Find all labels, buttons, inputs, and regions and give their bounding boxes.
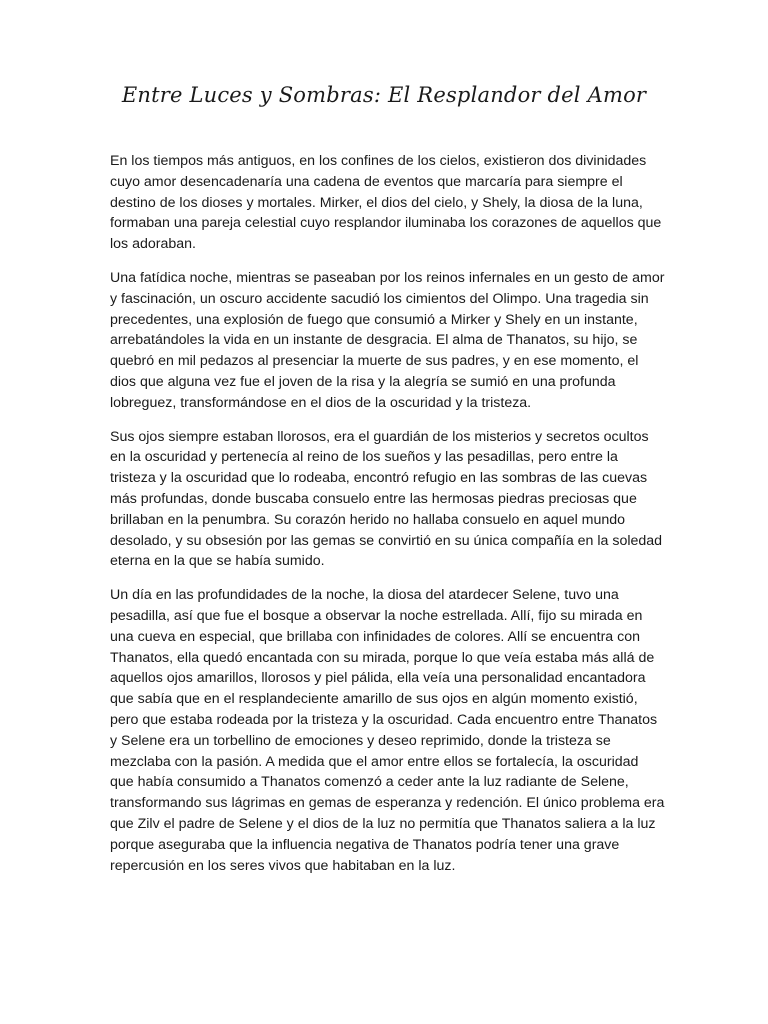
paragraph-2: Una fatídica noche, mientras se paseaban por los reinos infernales en un gesto de amor y fascinación, un oscuro accidente sacudió los cimientos del Olimpo. Una tragedia sin precedentes, una explosión de fuego que consumió a Mirker y Shely en un instante, arrebatándoles la vida en un instante de desgracia. El alma de Thanatos, su hijo, se quebró en mil pedazos al presenciar la muerte de sus padres, y en ese momento, el dios que alguna vez fue el joven de la risa y la alegría se sumió en una profunda lobreguez, transformándose en el dios de la oscuridad y la tristeza. bbox=[110, 269, 665, 411]
paragraph-1: En los tiempos más antiguos, en los confines de los cielos, existieron dos divinidades cuyo amor desencadenaría una cadena de eventos que marcaría para siempre el destino de los dioses y mortales. Mirker, el dios del cielo, y Shely, la diosa de la luna, formaban una pareja celestial cuyo resplandor iluminaba los corazones de aquellos que los adoraban. bbox=[110, 153, 662, 253]
paragraph-4: Un día en las profundidades de la noche, la diosa del atardecer Selene, tuvo una pesadilla, así que fue el bosque a observar la noche estrellada. Allí, fijo su mirada en una cueva en especial, que brillaba con infinidades de colores. Allí se encuentra con Thanatos, ella quedó encantada con su mirada, porque lo que veía estaba más allá de aquellos ojos amarillos, llorosos y piel pálida, ella veía una personalidad encantadora que sabía que en el resplandeciente amarillo de sus ojos en algún momento existió, pero que estaba rodeada por la tristeza y la oscuridad. Cada encuentro entre Thanatos y Selene era un torbellino de emociones y deseo reprimido, donde la tristeza se mezclaba con la pasión. A medida que el amor entre ellos se fortalecía, la oscuridad que había consumido a Thanatos comenzó a ceder ante la luz radiante de Selene, transformando sus lágrimas en gemas de esperanza y redención. El único problema era que Zilv el padre de Selene y el dios de la luz no permitía que Thanatos saliera a la luz porque aseguraba que la influencia negativa de Thanatos podría tener una grave repercusión en los seres vivos que habitaban en la luz. bbox=[110, 587, 665, 874]
document-body bbox=[110, 151, 665, 889]
paragraph-3: Sus ojos siempre estaban llorosos, era el guardián de los misterios y secretos ocultos en la oscuridad y pertenecía al reino de los sueños y las pesadillas, pero entre la tristeza y la oscuridad que lo rodeaba, encontró refugio en las sombras de las cuevas más profundas, donde buscaba consuelo entre las hermosas piedras preciosas que brillaban en la penumbra. Su corazón herido no hallaba consuelo en aquel mundo desolado, y su obsesión por las gemas se convirtió en su única compañía en la soledad eterna en la que se había sumido. bbox=[110, 428, 663, 570]
document-title: Entre Luces y Sombras: El Resplandor del Amor bbox=[121, 83, 647, 107]
